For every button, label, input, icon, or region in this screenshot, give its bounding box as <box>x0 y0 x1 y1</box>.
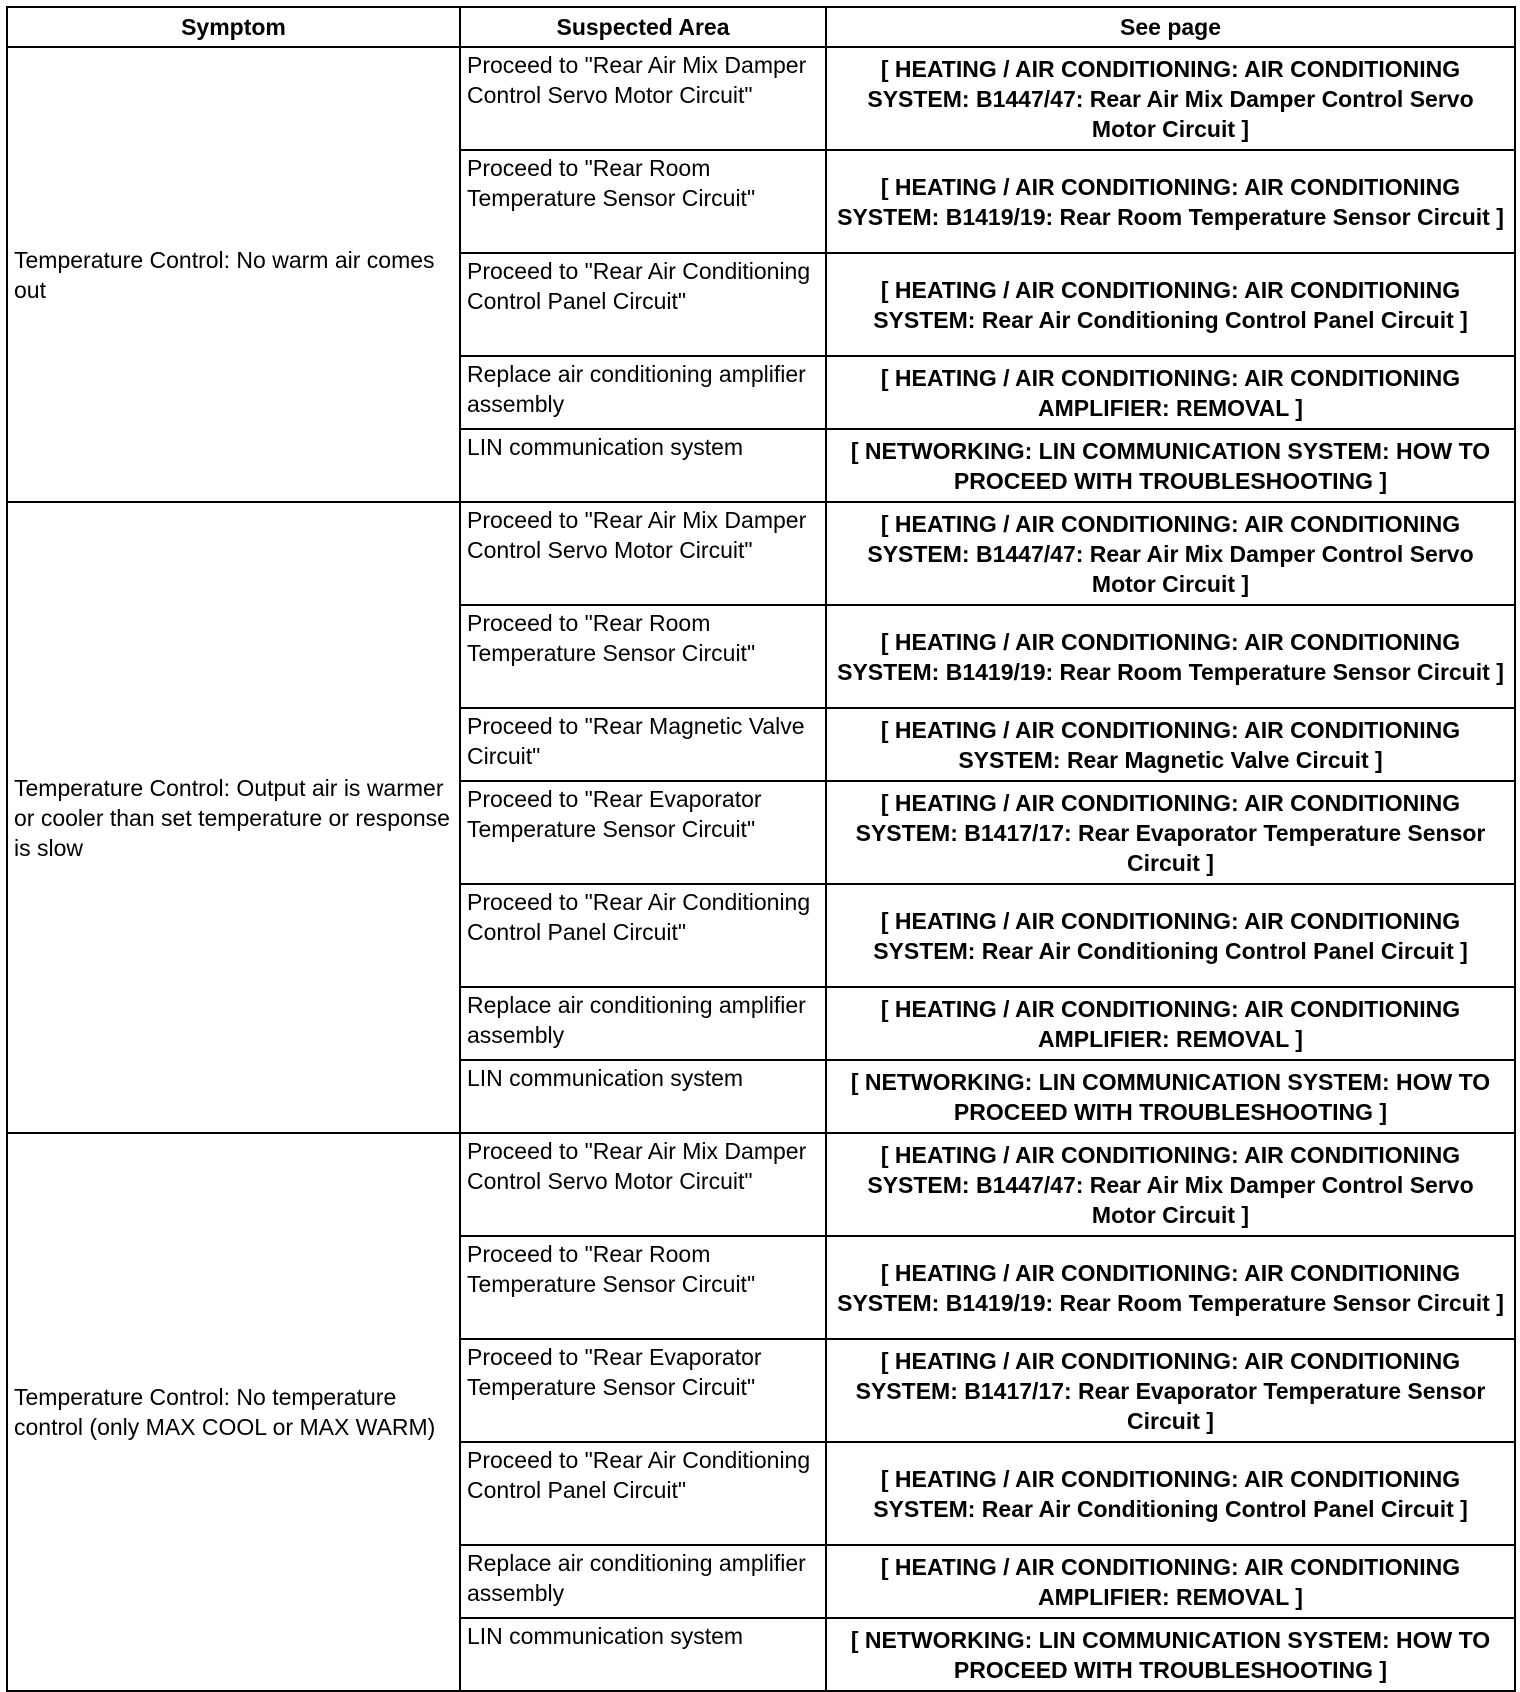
see-page-cell: [ HEATING / AIR CONDITIONING: AIR CONDITIONING AMPLIFIER: REMOVAL ] <box>826 356 1515 429</box>
suspected-area-cell: Proceed to "Rear Room Temperature Sensor Circuit" <box>460 150 826 253</box>
suspected-area-cell: Proceed to "Rear Air Conditioning Control Panel Circuit" <box>460 253 826 356</box>
see-page-cell: [ HEATING / AIR CONDITIONING: AIR CONDITIONING SYSTEM: Rear Air Conditioning Control Panel Circuit ] <box>826 1442 1515 1545</box>
see-page-cell: [ HEATING / AIR CONDITIONING: AIR CONDITIONING SYSTEM: Rear Air Conditioning Control Panel Circuit ] <box>826 884 1515 987</box>
suspected-area-cell: Proceed to "Rear Room Temperature Sensor Circuit" <box>460 1236 826 1339</box>
suspected-area-cell: LIN communication system <box>460 1060 826 1133</box>
suspected-area-cell: Proceed to "Rear Evaporator Temperature Sensor Circuit" <box>460 1339 826 1442</box>
see-page-cell: [ NETWORKING: LIN COMMUNICATION SYSTEM: HOW TO PROCEED WITH TROUBLESHOOTING ] <box>826 1618 1515 1691</box>
suspected-area-cell: LIN communication system <box>460 429 826 502</box>
see-page-cell: [ HEATING / AIR CONDITIONING: AIR CONDITIONING SYSTEM: B1417/17: Rear Evaporator Temperature Sensor Circuit ] <box>826 1339 1515 1442</box>
suspected-area-cell: Replace air conditioning amplifier assembly <box>460 356 826 429</box>
header-see-page: See page <box>826 7 1515 47</box>
header-suspected-area: Suspected Area <box>460 7 826 47</box>
see-page-cell: [ HEATING / AIR CONDITIONING: AIR CONDITIONING SYSTEM: B1419/19: Rear Room Temperature Sensor Circuit ] <box>826 1236 1515 1339</box>
suspected-area-cell: Proceed to "Rear Magnetic Valve Circuit" <box>460 708 826 781</box>
table-row <box>7 1133 1515 1236</box>
see-page-cell: [ HEATING / AIR CONDITIONING: AIR CONDITIONING SYSTEM: B1419/19: Rear Room Temperature Sensor Circuit ] <box>826 605 1515 708</box>
header-symptom: Symptom <box>7 7 460 47</box>
header-row <box>7 7 1515 47</box>
table-row <box>7 47 1515 150</box>
table-row <box>7 502 1515 605</box>
see-page-cell: [ HEATING / AIR CONDITIONING: AIR CONDITIONING SYSTEM: B1447/47: Rear Air Mix Damper Control Servo Motor Circuit ] <box>826 47 1515 150</box>
suspected-area-cell: LIN communication system <box>460 1618 826 1691</box>
symptom-cell: Temperature Control: No warm air comes out <box>7 47 460 502</box>
see-page-cell: [ NETWORKING: LIN COMMUNICATION SYSTEM: HOW TO PROCEED WITH TROUBLESHOOTING ] <box>826 1060 1515 1133</box>
suspected-area-cell: Proceed to "Rear Evaporator Temperature Sensor Circuit" <box>460 781 826 884</box>
suspected-area-cell: Replace air conditioning amplifier assembly <box>460 987 826 1060</box>
see-page-cell: [ HEATING / AIR CONDITIONING: AIR CONDITIONING AMPLIFIER: REMOVAL ] <box>826 1545 1515 1618</box>
suspected-area-cell: Proceed to "Rear Air Mix Damper Control Servo Motor Circuit" <box>460 47 826 150</box>
see-page-cell: [ HEATING / AIR CONDITIONING: AIR CONDITIONING SYSTEM: B1419/19: Rear Room Temperature Sensor Circuit ] <box>826 150 1515 253</box>
see-page-cell: [ HEATING / AIR CONDITIONING: AIR CONDITIONING SYSTEM: Rear Magnetic Valve Circuit ] <box>826 708 1515 781</box>
see-page-cell: [ HEATING / AIR CONDITIONING: AIR CONDITIONING SYSTEM: Rear Air Conditioning Control Panel Circuit ] <box>826 253 1515 356</box>
suspected-area-cell: Proceed to "Rear Air Conditioning Control Panel Circuit" <box>460 884 826 987</box>
suspected-area-cell: Proceed to "Rear Air Mix Damper Control Servo Motor Circuit" <box>460 1133 826 1236</box>
suspected-area-cell: Proceed to "Rear Air Conditioning Control Panel Circuit" <box>460 1442 826 1545</box>
suspected-area-cell: Proceed to "Rear Air Mix Damper Control Servo Motor Circuit" <box>460 502 826 605</box>
suspected-area-cell: Replace air conditioning amplifier assembly <box>460 1545 826 1618</box>
troubleshooting-table <box>6 6 1516 1692</box>
symptom-cell: Temperature Control: Output air is warmer or cooler than set temperature or response is slow <box>7 502 460 1133</box>
see-page-cell: [ HEATING / AIR CONDITIONING: AIR CONDITIONING SYSTEM: B1447/47: Rear Air Mix Damper Control Servo Motor Circuit ] <box>826 1133 1515 1236</box>
symptom-cell: Temperature Control: No temperature control (only MAX COOL or MAX WARM) <box>7 1133 460 1691</box>
see-page-cell: [ HEATING / AIR CONDITIONING: AIR CONDITIONING AMPLIFIER: REMOVAL ] <box>826 987 1515 1060</box>
see-page-cell: [ NETWORKING: LIN COMMUNICATION SYSTEM: HOW TO PROCEED WITH TROUBLESHOOTING ] <box>826 429 1515 502</box>
suspected-area-cell: Proceed to "Rear Room Temperature Sensor Circuit" <box>460 605 826 708</box>
see-page-cell: [ HEATING / AIR CONDITIONING: AIR CONDITIONING SYSTEM: B1447/47: Rear Air Mix Damper Control Servo Motor Circuit ] <box>826 502 1515 605</box>
see-page-cell: [ HEATING / AIR CONDITIONING: AIR CONDITIONING SYSTEM: B1417/17: Rear Evaporator Temperature Sensor Circuit ] <box>826 781 1515 884</box>
